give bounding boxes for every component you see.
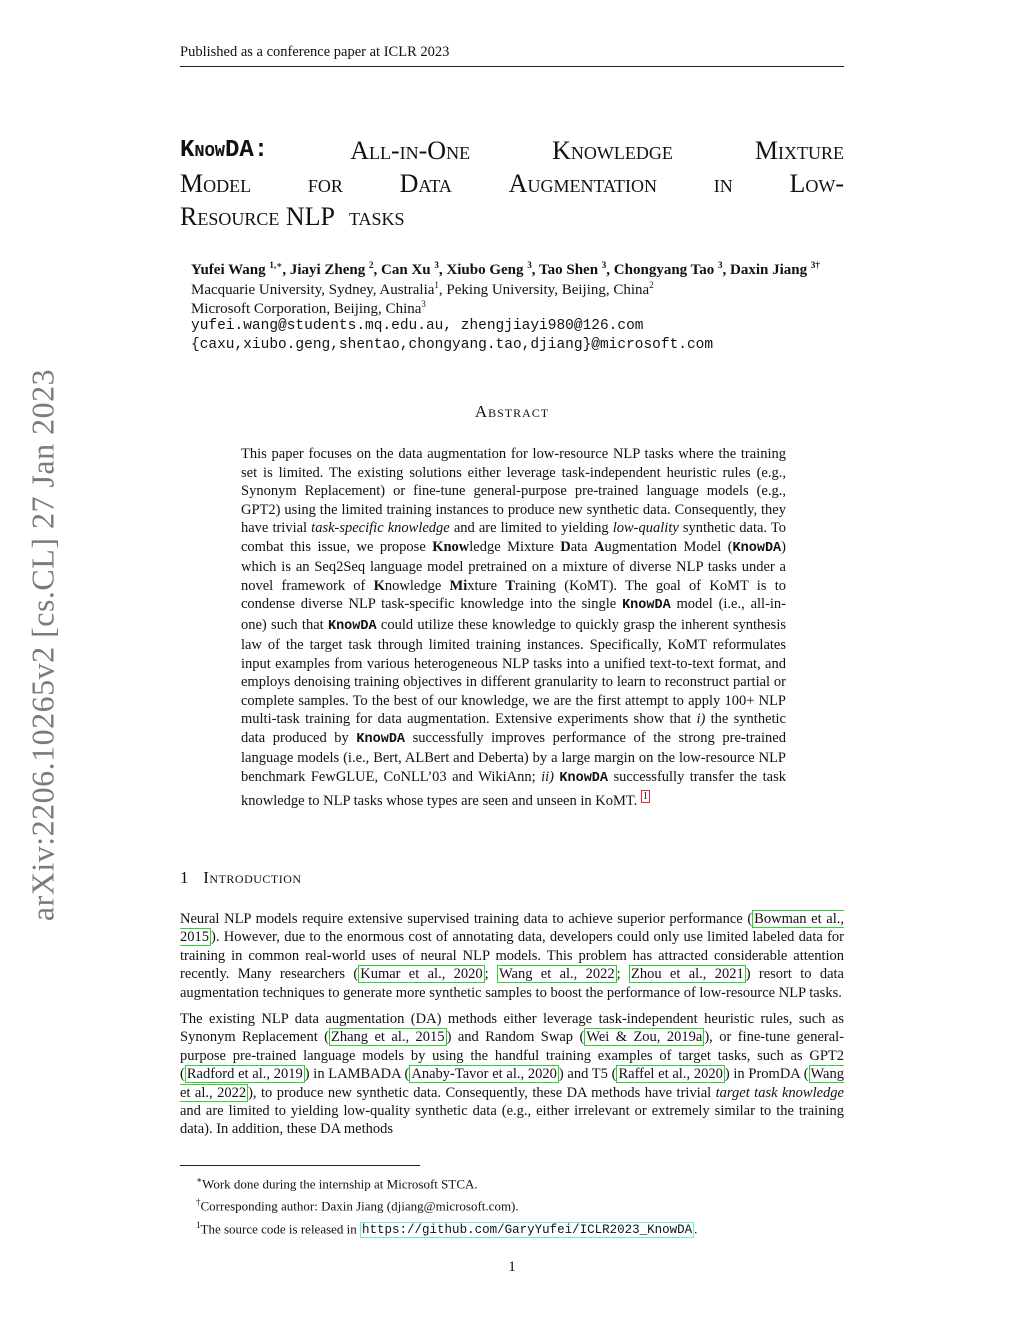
intro-text xyxy=(180,910,844,1147)
title-word: Data xyxy=(399,169,452,198)
header-rule xyxy=(180,66,844,67)
affiliation-line-1 xyxy=(191,280,654,299)
title-word: for xyxy=(307,169,343,198)
author-name: Can Xu xyxy=(381,262,431,278)
title-word: Mixture xyxy=(754,136,844,165)
citation-link[interactable]: Zhang et al., 2015 xyxy=(331,1029,445,1046)
citation-link[interactable]: Wei & Zou, 2019a xyxy=(586,1029,703,1046)
model-name: KnowDA xyxy=(356,731,406,747)
author-name: Tao Shen xyxy=(538,262,599,278)
author-sup: 3 xyxy=(601,260,607,270)
footnote-2: †Corresponding author: Daxin Jiang (djiang@microsoft.com). xyxy=(196,1197,519,1214)
model-name: KnowDA xyxy=(327,618,377,634)
title-line-2 xyxy=(180,167,844,200)
author-sup: 3† xyxy=(810,260,820,270)
paper-title xyxy=(180,134,844,233)
affiliation-sup: 2 xyxy=(649,280,654,290)
title-word: Augmentation xyxy=(508,169,657,198)
citation-link[interactable]: Wang et al., 2022 xyxy=(499,966,615,983)
citation-link[interactable]: Zhou et al., 2021 xyxy=(630,966,744,983)
model-name: KnowDA xyxy=(732,540,782,556)
title-word: Resource NLP xyxy=(180,202,335,231)
citation-link[interactable]: Bowman et al., 2015 xyxy=(180,911,844,946)
abstract-body xyxy=(241,445,786,810)
affiliation-line-2 xyxy=(191,299,426,318)
arxiv-identifier: arXiv:2206.10265v2 [cs.CL] 27 Jan 2023 xyxy=(24,368,61,922)
author-sup: 3 xyxy=(434,260,439,270)
citation-link[interactable]: Radford et al., 2019 xyxy=(186,1066,303,1083)
author-sup: 1,∗ xyxy=(269,260,283,270)
author-sup: 3 xyxy=(718,260,723,270)
title-word: All-in-One xyxy=(350,136,471,165)
author-name: Jiayi Zheng xyxy=(289,262,366,278)
model-name: KnowDA xyxy=(622,598,671,613)
title-word: in xyxy=(713,169,733,198)
author-name: Xiubo Geng xyxy=(446,262,524,278)
title-word: tasks xyxy=(348,202,405,231)
affiliation-text: Macquarie University, Sydney, Australia xyxy=(191,282,435,298)
title-word: Low- xyxy=(789,169,844,198)
citation-link[interactable]: Raffel et al., 2020 xyxy=(618,1066,723,1083)
footnote-rule xyxy=(180,1165,420,1166)
author-name: Yufei Wang xyxy=(191,262,266,278)
citation-link[interactable]: Kumar et al., 2020 xyxy=(360,966,483,983)
affiliation-sup: 1 xyxy=(434,280,439,290)
source-code-link[interactable]: https://github.com/GaryYufei/ICLR2023_KnowDA xyxy=(362,1222,693,1237)
title-word: Knowledge xyxy=(552,136,673,165)
abstract-paragraph: This paper focuses on the data augmentation for low-resource NLP tasks where the training set is limited. The existing solutions either leverage task-independent heuristic rules (e.g., Synonym Replacement) or fine-tune general-purpose pre-trained language models (e.g., GPT2) using the limited training instances to produce new synthetic data. Consequently, they have trivial task-specific knowledge and are limited to yielding low-quality synthetic data. To combat this issue, we propose Knowledge Mixture Data Augmentation Model (KnowDA) which is an Seq2Seq language model pretrained on a mixture of diverse NLP tasks under a novel framework of Knowledge Mixture Training (KoMT). The goal of KoMT is to condense diverse NLP task-specific knowledge into the single KnowDA model (i.e., all-in-one) such that KnowDA could utilize these knowledge to quickly grasp the inherent synthesis law of the target task through limited training instances. Specifically, KoMT reformulates input examples from various heterogeneous NLP tasks into a unified text-to-text format, and employs denoising training objectives in different granularity to learn to reconstruct partial or complete samples. To the best of our knowledge, we are the first attempt to apply 100+ NLP multi-task training for data augmentation. Extensive experiments show that i) the synthetic data produced by KnowDA successfully improves performance of the strong pre-trained language models (i.e., Bert, ALBert and Deberta) by a large margin on the low-resource NLP benchmark FewGLUE, CoNLL’03 and WikiAnn; ii) KnowDA successfully transfer the task knowledge to NLP tasks whose types are seen and unseen in KoMT. $^1$ xyxy=(241,446,787,809)
title-line-3 xyxy=(180,200,844,233)
running-header: Published as a conference paper at ICLR 2023 xyxy=(180,44,450,60)
intro-paragraph-1: Neural NLP models require extensive supervised training data to achieve superior performance ( Bowman et al., 2015 ). However, due to the enormous cost of annotating data, developers could only use limited labeled data for training in common real-world uses of neural NLP models. This problem has attracted considerable attention recently. Many researchers ( Kumar et al., 2020 ; Wang et al., 2022 ; Zhou et al., 2021 ) resort to data augmentation techniques to generate more synthetic samples to boost the performance of low-resource NLP tasks. xyxy=(180,911,844,1001)
title-word: KnowDA: xyxy=(180,137,269,164)
intro-paragraph-2: The existing NLP data augmentation (DA) methods either leverage task-independent heuristic rules, such as Synonym Replacement ( Zhang et al., 2015 ) and Random Swap ( Wei & Zou, 2019a ), or fine-tune general-purpose pre-trained language models by using the handful training examples of target tasks, such as GPT2 ( Radford et al., 2019 ) in LAMBADA ( Anaby-Tavor et al., 2020 ) and T5 ( Raffel et al., 2020 ) in PromDA ( Wang et al., 2022 ), to produce new synthetic data. Consequently, these DA methods have trivial target task knowledge and are limited to yielding low-quality synthetic data (e.g., either irrelevant or extremely similar to the training data). In addition, these DA methods xyxy=(180,1011,845,1138)
author-sup: 3 xyxy=(527,260,532,270)
author-list: Yufei Wang $^{1,∗}$, Jiayi Zheng $^2$, Can Xu $^3$, Xiubo Geng $^3$, Tao Shen $^3$, Chongyang Tao $^3$, Daxin Jiang $^{3\dagger}$ xyxy=(191,260,820,278)
author-name: Daxin Jiang xyxy=(730,262,808,278)
arxiv-sidebar xyxy=(8,340,78,950)
page-number: 1 xyxy=(508,1259,516,1275)
footnote-3: $^1$The source code is released in https://github.com/GaryYufei/ICLR2023_KnowDA . xyxy=(196,1219,698,1237)
model-name: KnowDA xyxy=(559,770,609,786)
footnote-1: ∗Work done during the internship at Microsoft STCA. xyxy=(196,1175,478,1192)
citation-link[interactable]: Anaby-Tavor et al., 2020 xyxy=(411,1066,557,1083)
citation-link[interactable]: Wang et al., 2022 xyxy=(180,1066,844,1101)
author-sup: 2 xyxy=(369,260,374,270)
affiliation-sup: 3 xyxy=(421,299,426,309)
abstract-heading: Abstract xyxy=(474,402,550,421)
email-line-1: yufei.wang@students.mq.edu.au, zhengjiayi980@126.com xyxy=(191,318,644,334)
section-heading: 1 Introduction xyxy=(180,868,302,887)
affiliation-text: Microsoft Corporation, Beijing, China xyxy=(191,301,422,317)
author-name: Chongyang Tao xyxy=(613,262,715,278)
footnotes xyxy=(196,1171,697,1239)
title-line-1 xyxy=(180,134,844,167)
footnote-link[interactable]: 1 xyxy=(642,791,648,802)
title-word: Model xyxy=(180,169,252,198)
email-line-2: {caxu,xiubo.geng,shentao,chongyang.tao,djiang}@microsoft.com xyxy=(191,337,714,353)
affiliation-text: , Peking University, Beijing, China xyxy=(438,282,650,298)
